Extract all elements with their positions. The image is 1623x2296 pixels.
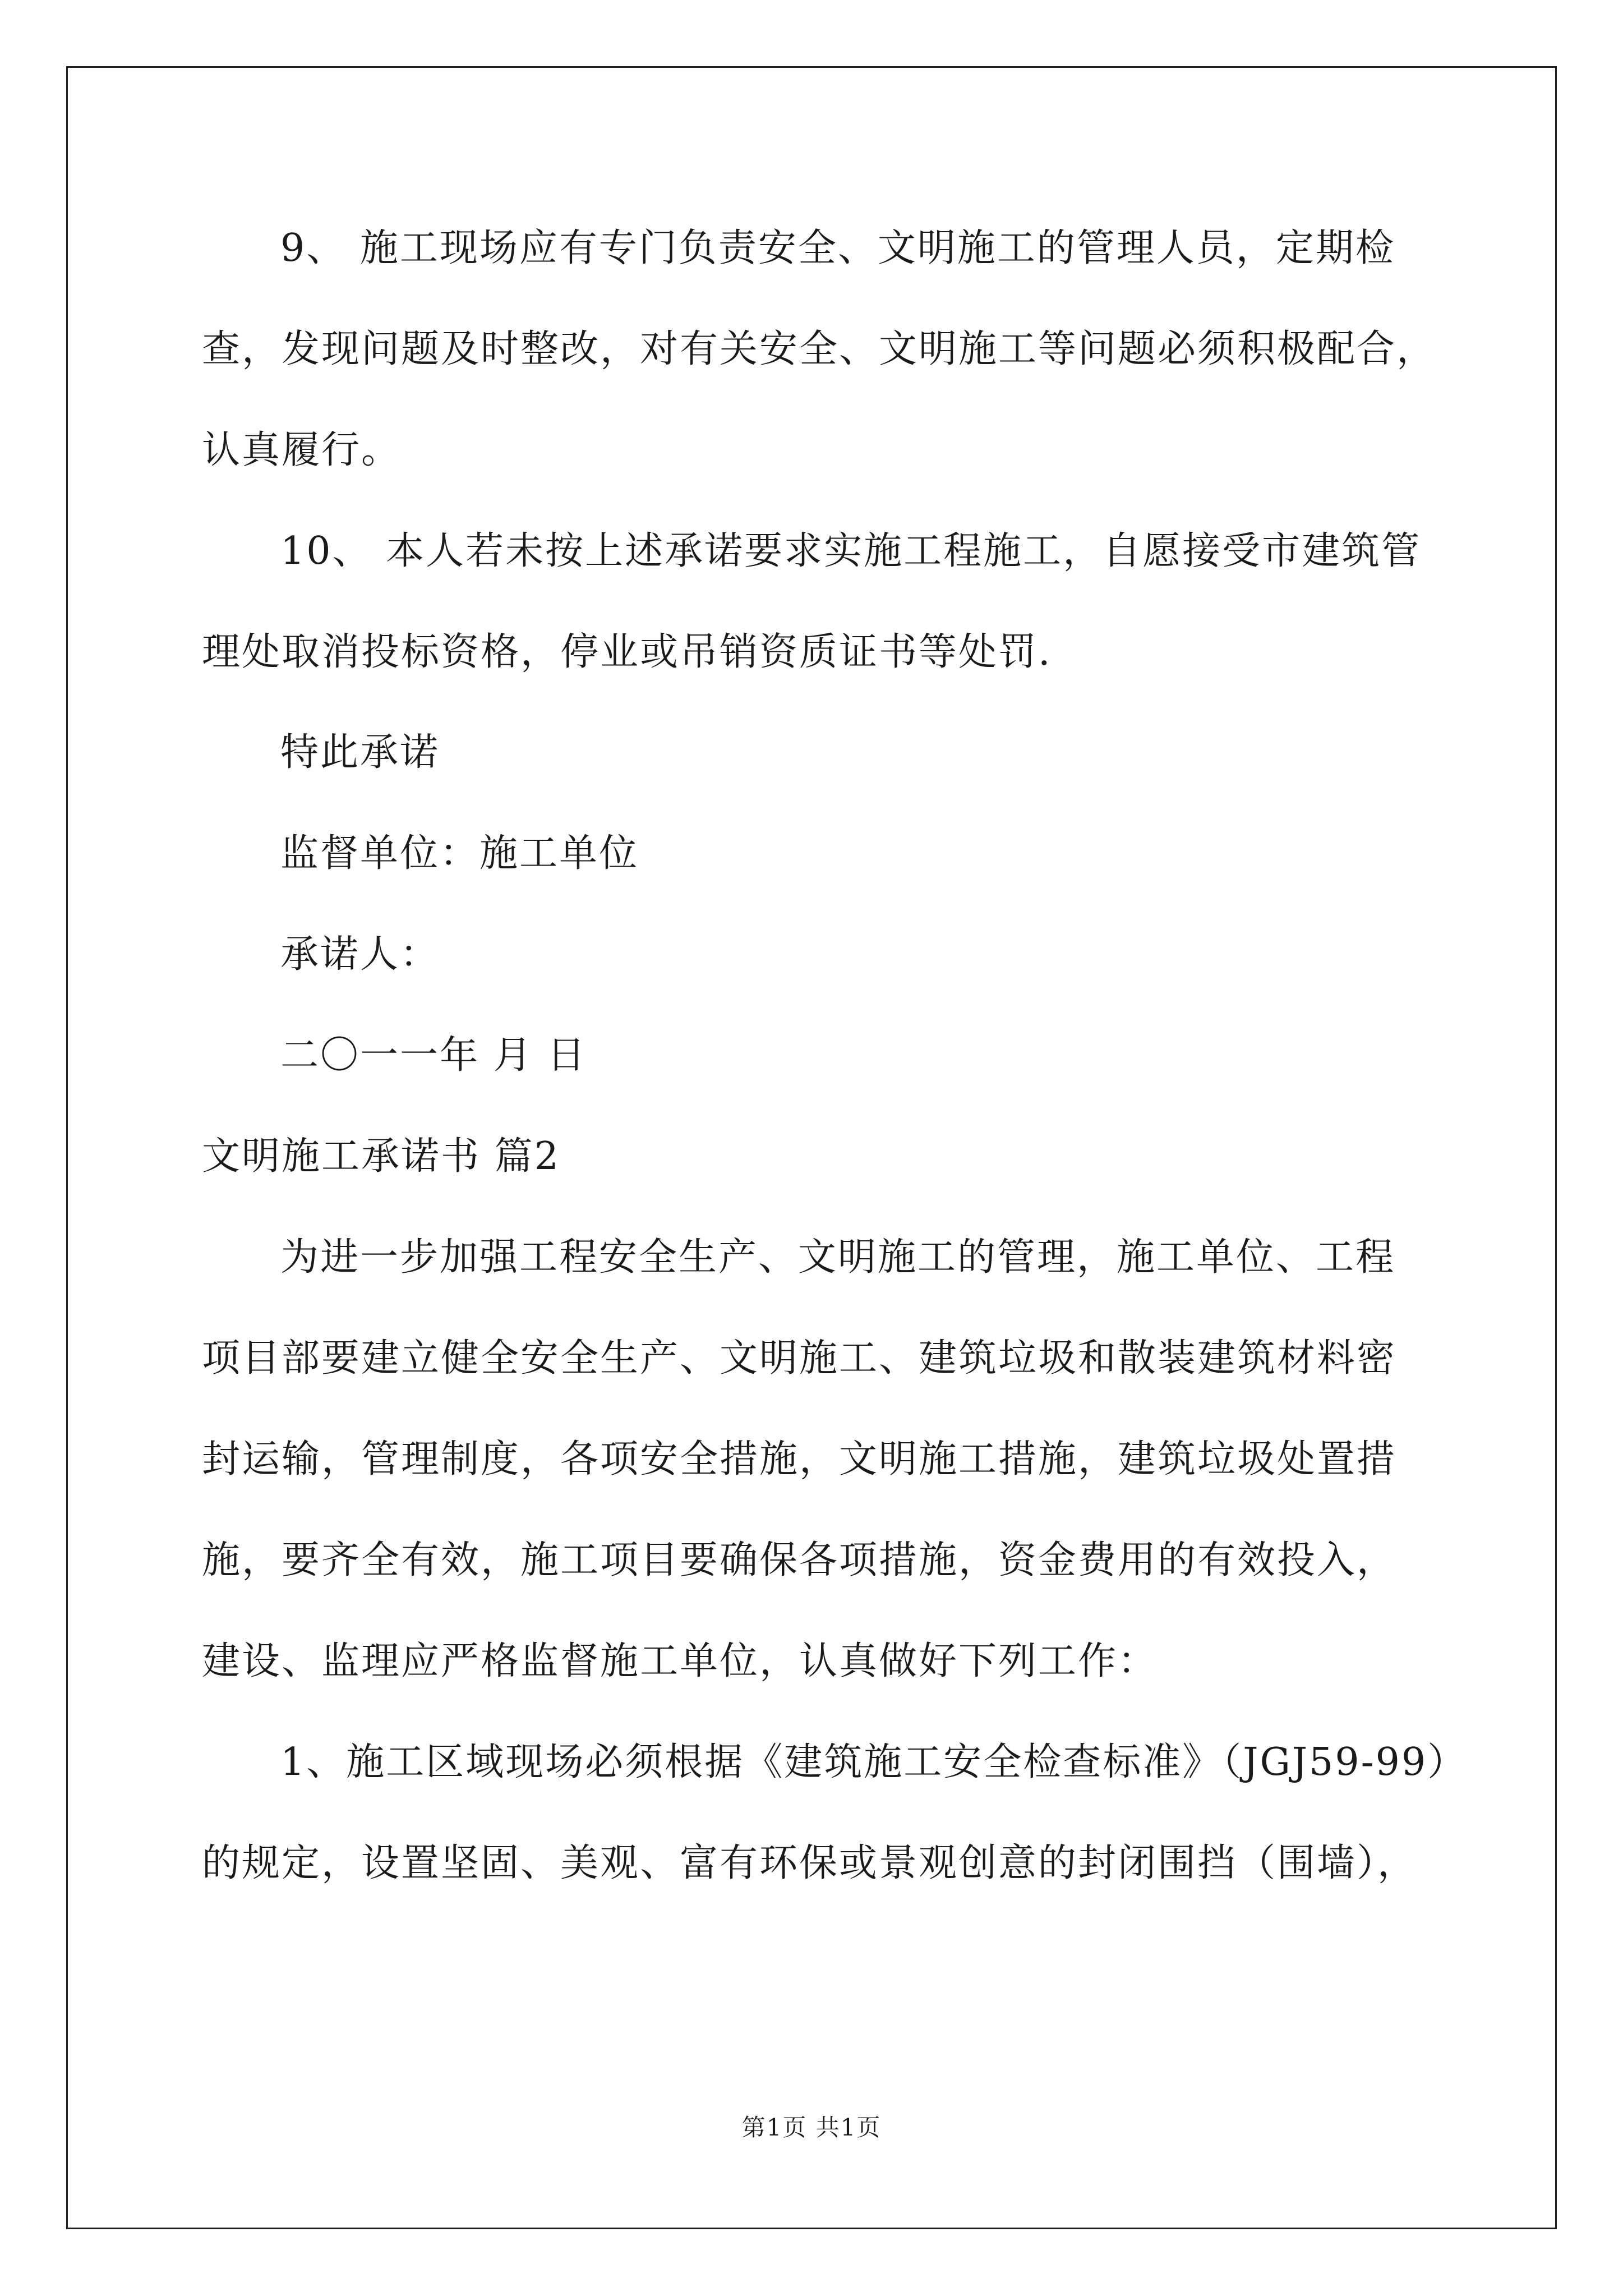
- paragraph-line: 理处取消投标资格，停业或吊销资质证书等处罚.: [202, 630, 1052, 674]
- page-number-footer: 第1页 共1页: [741, 2114, 882, 2141]
- paragraph-line: 9、 施工现场应有专门负责安全、文明施工的管理人员，定期检: [280, 226, 1395, 270]
- paragraph-line: 承诺人：: [280, 932, 440, 977]
- paragraph-line: 封运输，管理制度，各项安全措施，文明施工措施，建筑垃圾处置措: [202, 1437, 1397, 1481]
- paragraph-line: 认真履行。: [202, 428, 402, 472]
- paragraph-line: 为进一步加强工程安全生产、文明施工的管理，施工单位、工程: [280, 1235, 1396, 1280]
- paragraph-line: 10、 本人若未按上述承诺要求实施工程施工，自愿接受市建筑管: [280, 529, 1422, 573]
- paragraph-line: 特此承诺: [280, 730, 440, 775]
- paragraph-line: 的规定，设置坚固、美观、富有环保或景观创意的封闭围挡（围墙），: [202, 1841, 1418, 1885]
- paragraph-line: 二〇一一年 月 日: [280, 1033, 587, 1078]
- paragraph-line: 监督单位：施工单位: [280, 831, 639, 876]
- paragraph-line: 建设、监理应严格监督施工单位，认真做好下列工作：: [202, 1639, 1158, 1683]
- paragraph-line: 1、施工区域现场必须根据《建筑施工安全检查标准》（JGJ59-99）: [280, 1740, 1468, 1784]
- paragraph-line: 施，要齐全有效，施工项目要确保各项措施，资金费用的有效投入，: [202, 1538, 1397, 1582]
- paragraph-line: 项目部要建立健全安全生产、文明施工、建筑垃圾和散装建筑材料密: [202, 1336, 1397, 1381]
- paragraph-line: 查，发现问题及时整改，对有关安全、文明施工等问题必须积极配合，: [202, 327, 1437, 371]
- section-heading: 文明施工承诺书 篇2: [202, 1134, 560, 1179]
